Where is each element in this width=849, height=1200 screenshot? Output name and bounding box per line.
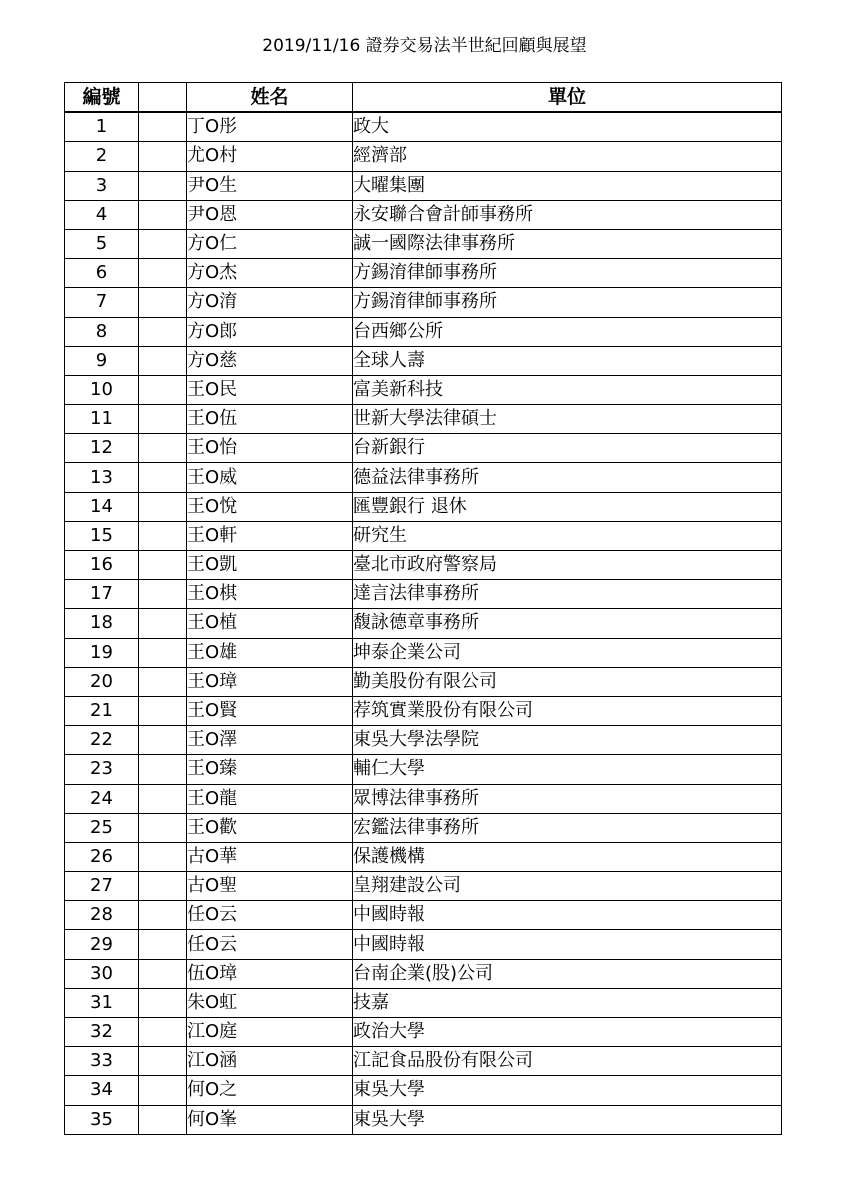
row-name: 何O之: [187, 1076, 353, 1105]
table-row: [65, 667, 782, 696]
row-name: 王O怡: [187, 434, 353, 463]
row-number: 15: [65, 521, 139, 550]
table-row: [65, 580, 782, 609]
row-name: 尹O恩: [187, 200, 353, 229]
row-unit: 達言法律事務所: [353, 580, 782, 609]
table-row: [65, 813, 782, 842]
table-row: [65, 142, 782, 171]
row-unit: 台南企業(股)公司: [353, 959, 782, 988]
table-row: [65, 1018, 782, 1047]
row-unit: 宏鑑法律事務所: [353, 813, 782, 842]
row-number: 33: [65, 1047, 139, 1076]
row-unit: 誠一國際法律事務所: [353, 229, 782, 258]
row-unit: 研究生: [353, 521, 782, 550]
table-row: [65, 521, 782, 550]
row-blank-cell: [139, 171, 187, 200]
row-number: 10: [65, 375, 139, 404]
table-row: [65, 930, 782, 959]
row-blank-cell: [139, 959, 187, 988]
row-unit: 馥詠德章事務所: [353, 609, 782, 638]
row-unit: 輔仁大學: [353, 755, 782, 784]
row-number: 14: [65, 492, 139, 521]
table-row: [65, 1047, 782, 1076]
table-row: [65, 259, 782, 288]
table-row: [65, 112, 782, 142]
row-blank-cell: [139, 901, 187, 930]
row-number: 24: [65, 784, 139, 813]
row-unit: 中國時報: [353, 901, 782, 930]
row-unit: 臺北市政府警察局: [353, 551, 782, 580]
table-row: [65, 901, 782, 930]
row-unit: 永安聯合會計師事務所: [353, 200, 782, 229]
row-unit: 德益法律事務所: [353, 463, 782, 492]
row-unit: 荐筑實業股份有限公司: [353, 696, 782, 725]
row-number: 27: [65, 872, 139, 901]
row-blank-cell: [139, 1105, 187, 1134]
row-name: 方O仁: [187, 229, 353, 258]
row-blank-cell: [139, 112, 187, 142]
row-unit: 政治大學: [353, 1018, 782, 1047]
table-row: [65, 988, 782, 1017]
row-name: 王O民: [187, 375, 353, 404]
row-blank-cell: [139, 288, 187, 317]
row-name: 王O凱: [187, 551, 353, 580]
table-row: [65, 638, 782, 667]
row-unit: 中國時報: [353, 930, 782, 959]
row-blank-cell: [139, 930, 187, 959]
row-number: 5: [65, 229, 139, 258]
row-blank-cell: [139, 696, 187, 725]
table-row: [65, 551, 782, 580]
table-row: [65, 696, 782, 725]
row-blank-cell: [139, 667, 187, 696]
table-row: [65, 229, 782, 258]
row-name: 任O云: [187, 930, 353, 959]
table-body: [65, 112, 782, 1134]
table-row: [65, 171, 782, 200]
row-blank-cell: [139, 229, 187, 258]
row-number: 12: [65, 434, 139, 463]
row-number: 35: [65, 1105, 139, 1134]
row-unit: 東吳大學: [353, 1076, 782, 1105]
row-unit: 世新大學法律碩士: [353, 405, 782, 434]
header-unit: 單位: [353, 83, 782, 113]
row-number: 22: [65, 726, 139, 755]
table-row: [65, 1105, 782, 1134]
row-unit: 江記食品股份有限公司: [353, 1047, 782, 1076]
row-number: 11: [65, 405, 139, 434]
row-unit: 富美新科技: [353, 375, 782, 404]
header-name: 姓名: [187, 83, 353, 113]
row-number: 31: [65, 988, 139, 1017]
row-name: 古O聖: [187, 872, 353, 901]
row-name: 方O杰: [187, 259, 353, 288]
row-unit: 方錫淯律師事務所: [353, 259, 782, 288]
row-blank-cell: [139, 842, 187, 871]
row-unit: 保護機構: [353, 842, 782, 871]
row-number: 6: [65, 259, 139, 288]
row-blank-cell: [139, 317, 187, 346]
row-number: 32: [65, 1018, 139, 1047]
row-unit: 台西鄉公所: [353, 317, 782, 346]
row-name: 王O植: [187, 609, 353, 638]
row-name: 王O棋: [187, 580, 353, 609]
row-blank-cell: [139, 1076, 187, 1105]
header-number: 編號: [65, 83, 139, 113]
row-number: 25: [65, 813, 139, 842]
table-row: [65, 784, 782, 813]
row-blank-cell: [139, 988, 187, 1017]
table-row: [65, 434, 782, 463]
row-number: 17: [65, 580, 139, 609]
row-number: 23: [65, 755, 139, 784]
row-blank-cell: [139, 492, 187, 521]
table-row: [65, 405, 782, 434]
table-row: [65, 842, 782, 871]
row-number: 1: [65, 112, 139, 142]
row-number: 7: [65, 288, 139, 317]
row-number: 2: [65, 142, 139, 171]
table-row: [65, 492, 782, 521]
row-unit: 匯豐銀行 退休: [353, 492, 782, 521]
row-name: 丁O彤: [187, 112, 353, 142]
row-blank-cell: [139, 726, 187, 755]
row-blank-cell: [139, 463, 187, 492]
row-name: 王O雄: [187, 638, 353, 667]
row-name: 王O臻: [187, 755, 353, 784]
row-blank-cell: [139, 434, 187, 463]
table-row: [65, 288, 782, 317]
row-blank-cell: [139, 609, 187, 638]
row-name: 尤O村: [187, 142, 353, 171]
table-row: [65, 375, 782, 404]
row-name: 王O龍: [187, 784, 353, 813]
row-number: 16: [65, 551, 139, 580]
row-unit: 勤美股份有限公司: [353, 667, 782, 696]
row-unit: 坤泰企業公司: [353, 638, 782, 667]
row-number: 18: [65, 609, 139, 638]
table-row: [65, 463, 782, 492]
row-number: 26: [65, 842, 139, 871]
row-number: 3: [65, 171, 139, 200]
row-blank-cell: [139, 551, 187, 580]
row-number: 34: [65, 1076, 139, 1105]
table-row: [65, 872, 782, 901]
row-name: 古O華: [187, 842, 353, 871]
row-unit: 經濟部: [353, 142, 782, 171]
row-name: 王O威: [187, 463, 353, 492]
table-row: [65, 609, 782, 638]
header-row: [65, 83, 782, 113]
attendee-table: [64, 82, 782, 1135]
row-unit: 眾博法律事務所: [353, 784, 782, 813]
row-number: 19: [65, 638, 139, 667]
row-number: 30: [65, 959, 139, 988]
table-row: [65, 346, 782, 375]
table-row: [65, 755, 782, 784]
row-unit: 方錫淯律師事務所: [353, 288, 782, 317]
row-unit: 皇翔建設公司: [353, 872, 782, 901]
row-name: 王O悅: [187, 492, 353, 521]
row-name: 方O郎: [187, 317, 353, 346]
row-unit: 東吳大學法學院: [353, 726, 782, 755]
row-name: 方O淯: [187, 288, 353, 317]
row-name: 方O慈: [187, 346, 353, 375]
row-number: 9: [65, 346, 139, 375]
header-blank: [139, 83, 187, 113]
row-unit: 台新銀行: [353, 434, 782, 463]
row-number: 13: [65, 463, 139, 492]
row-blank-cell: [139, 405, 187, 434]
document-title: 2019/11/16 證券交易法半世紀回顧與展望: [262, 36, 587, 56]
row-unit: 東吳大學: [353, 1105, 782, 1134]
row-blank-cell: [139, 259, 187, 288]
row-name: 尹O生: [187, 171, 353, 200]
row-unit: 全球人壽: [353, 346, 782, 375]
row-blank-cell: [139, 375, 187, 404]
row-blank-cell: [139, 784, 187, 813]
table-header: [65, 83, 782, 113]
row-number: 28: [65, 901, 139, 930]
row-name: 任O云: [187, 901, 353, 930]
row-blank-cell: [139, 872, 187, 901]
row-name: 江O庭: [187, 1018, 353, 1047]
row-name: 伍O璋: [187, 959, 353, 988]
row-name: 王O軒: [187, 521, 353, 550]
row-name: 王O澤: [187, 726, 353, 755]
row-number: 21: [65, 696, 139, 725]
row-blank-cell: [139, 1018, 187, 1047]
row-name: 王O歡: [187, 813, 353, 842]
row-blank-cell: [139, 580, 187, 609]
row-number: 4: [65, 200, 139, 229]
row-name: 王O璋: [187, 667, 353, 696]
table-row: [65, 959, 782, 988]
row-number: 29: [65, 930, 139, 959]
row-blank-cell: [139, 813, 187, 842]
row-blank-cell: [139, 142, 187, 171]
row-name: 王O伍: [187, 405, 353, 434]
row-blank-cell: [139, 521, 187, 550]
row-number: 20: [65, 667, 139, 696]
row-name: 王O賢: [187, 696, 353, 725]
row-blank-cell: [139, 200, 187, 229]
row-unit: 政大: [353, 112, 782, 142]
row-blank-cell: [139, 346, 187, 375]
row-blank-cell: [139, 638, 187, 667]
row-number: 8: [65, 317, 139, 346]
row-name: 江O涵: [187, 1047, 353, 1076]
row-unit: 技嘉: [353, 988, 782, 1017]
table-row: [65, 726, 782, 755]
row-blank-cell: [139, 755, 187, 784]
row-blank-cell: [139, 1047, 187, 1076]
row-name: 朱O虹: [187, 988, 353, 1017]
table-row: [65, 200, 782, 229]
table-row: [65, 1076, 782, 1105]
row-name: 何O峯: [187, 1105, 353, 1134]
table-row: [65, 317, 782, 346]
row-unit: 大曜集團: [353, 171, 782, 200]
